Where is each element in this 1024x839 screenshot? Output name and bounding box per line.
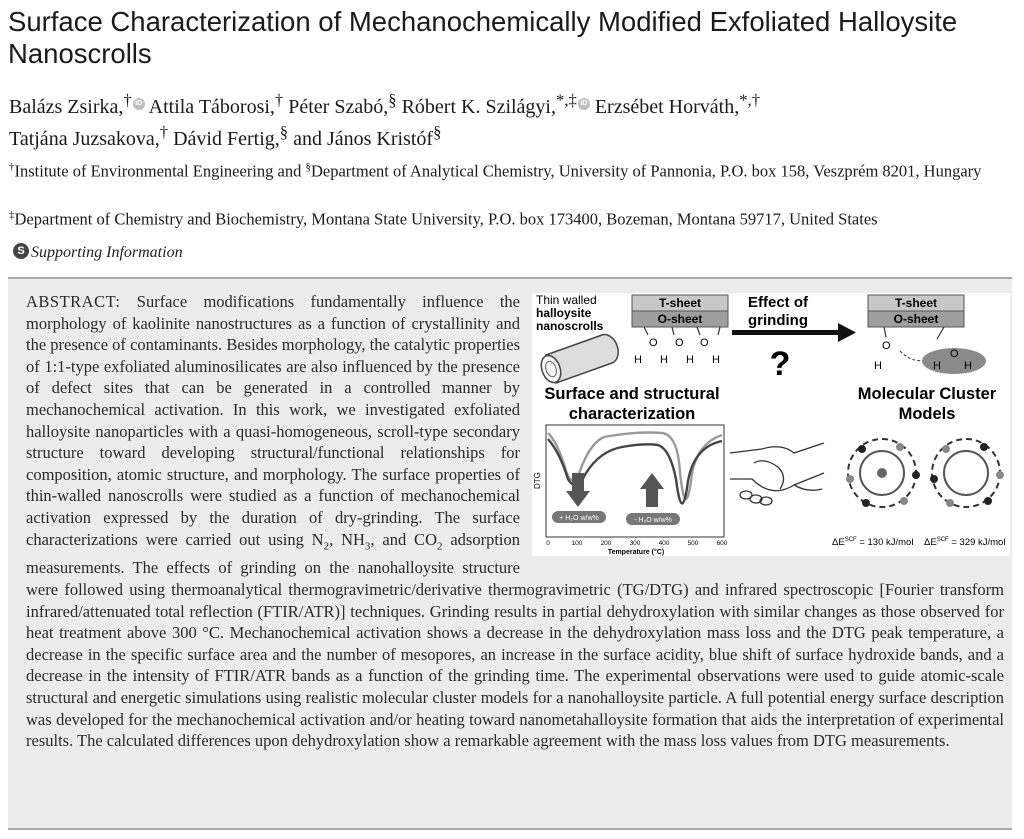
svg-text:O: O xyxy=(649,337,658,349)
nanoscroll-label: Thin walled xyxy=(536,293,597,307)
hydroxyl-groups xyxy=(644,327,720,335)
nanoscroll-tube-icon xyxy=(538,335,618,386)
toc-heading-molecular: Molecular Cluster xyxy=(857,385,997,403)
x-tick-label: 0 xyxy=(546,540,550,547)
dtg-plot xyxy=(533,425,728,556)
molecular-cluster-2 xyxy=(930,439,1004,507)
author: and János Kristóf§ xyxy=(293,122,442,151)
x-tick-label: 600 xyxy=(716,540,728,547)
svg-text:Effect of: Effect of xyxy=(748,294,808,311)
svg-text:O: O xyxy=(882,340,891,352)
svg-text:H: H xyxy=(933,360,941,372)
svg-text:DTG: DTG xyxy=(533,472,542,489)
svg-text:grinding: grinding xyxy=(748,312,808,329)
affiliation-montana: ‡Department of Chemistry and Biochemistry, Montana State University, P.O. box 173400, Bozeman, Montana 59717, United States xyxy=(9,209,878,229)
abstract: Thin walled halloysite nanoscrolls T-sheet O-sheet O O O H H H H Effect of grinding ? T-sheet O-sheet O H O H H Surface and structural characterization Molecular Cluster Models DTG + H₂O w/w% - H₂O w/w% 0 100 200 300 400 500 600 Temperature (°C) $\Delta E^{SCF} = 130$ kJ/mol $\Delta E^{SCF} = 329$ kJ/mol ABSTRACT: Surface modifications fundamentally influence the morphology of kaolinite nanostructures as a function of crystallinity and the presence of contaminants. Besides morphology, the catalytic properties of 1:1-type exfoliated aluminosilicates are also influenced by the presence of defect sites that can be generated in a controlled manner by mechanochemical activation. In this work, we investigated exfoliated halloysite nanoparticles with a quasi-homogeneous, scroll-type secondary structure toward developing structural/functional relationships for composition, atomic structure, and morphology. The surface properties of thin-walled nanoscrolls were studied as a function of mechanochemical activation expressed by the duration of dry-grinding. The surface characterizations were carried out using $N_2$, $NH_3$, and $CO_2$ adsorption measurements. The effects of grinding on the nanohalloysite structure were followed using thermoanalytical thermogravimetric/derivative thermogravimetric (TG/DTG) and infrared spectroscopic [Fourier transform infrared/attenuated total reflection (FTIR/ATR)] techniques. Grinding results in partial dehydroxylation with similar changes as those observed for heat treatment above 300 °C. Mechanochemical activation shows a decrease in the dehydroxylation mass loss and the DTG peak temperature, a decrease in the specific surface area and the number of mesopores, an increase in the surface acidity, blue shift of surface hydroxide bands, and a decrease in the intensity of FTIR/ATR bands as a function of the grinding time. The experimental observations were used to guide atomic-scale structural and energetic simulations using realistic molecular cluster models for a nanohalloysite particle. A full potential energy surface description was developed for the mechanochemical activation and/or heating toward nanometahalloysite formation that aids the interpretation of experimental results. The calculated differences upon dehydroxylation show a remarkable agreement with the mass loss values from DTG measurements. xyxy=(26,291,1004,752)
svg-text:O-sheet: O-sheet xyxy=(657,312,703,326)
svg-text:H: H xyxy=(874,360,882,372)
svg-text:H: H xyxy=(660,354,668,366)
svg-text:+ H₂O w/w%: + H₂O w/w% xyxy=(559,515,599,522)
author: Erzsébet Horváth,*,† xyxy=(594,90,761,118)
svg-text:H: H xyxy=(686,354,694,366)
author-list xyxy=(9,87,1009,152)
orcid-icon[interactable]: iD xyxy=(578,98,590,110)
molecular-cluster-1 xyxy=(846,439,920,507)
svg-text:characterization: characterization xyxy=(568,405,696,423)
question-mark: ? xyxy=(769,345,791,383)
energy-label-2: $\Delta E^{SCF} = 329$ kJ/mol xyxy=(924,537,1006,548)
toc-graphic xyxy=(532,293,1010,556)
affiliation-pannonia: †Institute of Environmental Engineering and §Department of Analytical Chemistry, University of Pannonia, P.O. box 158, Veszprém 8201, Hungary xyxy=(9,161,982,181)
x-tick-label: 500 xyxy=(687,540,699,547)
x-tick-label: 400 xyxy=(658,540,670,547)
svg-text:Models: Models xyxy=(898,405,956,423)
author: Péter Szabó,§ xyxy=(288,90,397,118)
supporting-info-label: Supporting Information xyxy=(31,244,183,261)
svg-text:T-sheet: T-sheet xyxy=(658,296,702,310)
abstract-label: ABSTRACT: xyxy=(26,292,121,311)
svg-text:H: H xyxy=(712,354,720,366)
orcid-icon[interactable]: iD xyxy=(133,98,145,110)
author: Dávid Fertig,§ xyxy=(173,122,289,151)
supporting-information-link[interactable] xyxy=(17,244,183,262)
svg-text:O: O xyxy=(950,348,959,360)
author: Attila Táborosi,† xyxy=(148,90,284,118)
svg-text:H: H xyxy=(964,360,972,372)
handshake-icon xyxy=(730,443,824,505)
svg-text:O-sheet: O-sheet xyxy=(893,312,939,326)
paper-title: Surface Characterization of Mechanochemically Modified Exfoliated Halloysite Nanoscrolls xyxy=(8,6,958,69)
svg-text:O: O xyxy=(675,337,684,349)
svg-text:Temperature (°C): Temperature (°C) xyxy=(607,549,665,556)
author: Tatjána Juzsakova,† xyxy=(9,122,169,151)
x-tick-label: 300 xyxy=(629,540,641,547)
svg-text:T-sheet: T-sheet xyxy=(894,296,938,310)
svg-text:H: H xyxy=(634,354,642,366)
svg-text:O: O xyxy=(700,337,709,349)
x-tick-label: 200 xyxy=(600,540,612,547)
author: Róbert K. Szilágyi,*,‡ iD xyxy=(402,96,590,118)
svg-text:- H₂O w/w%: - H₂O w/w% xyxy=(634,517,672,524)
x-tick-label: 100 xyxy=(571,540,583,547)
energy-label-1: $\Delta E^{SCF} = 130$ kJ/mol xyxy=(832,537,914,548)
svg-text:nanoscrolls: nanoscrolls xyxy=(536,319,604,333)
svg-text:halloysite: halloysite xyxy=(536,306,592,320)
toc-heading-surface: Surface and structural xyxy=(544,385,720,403)
supporting-info-icon: S xyxy=(13,243,29,259)
author: Balázs Zsirka,† iD xyxy=(9,96,145,118)
